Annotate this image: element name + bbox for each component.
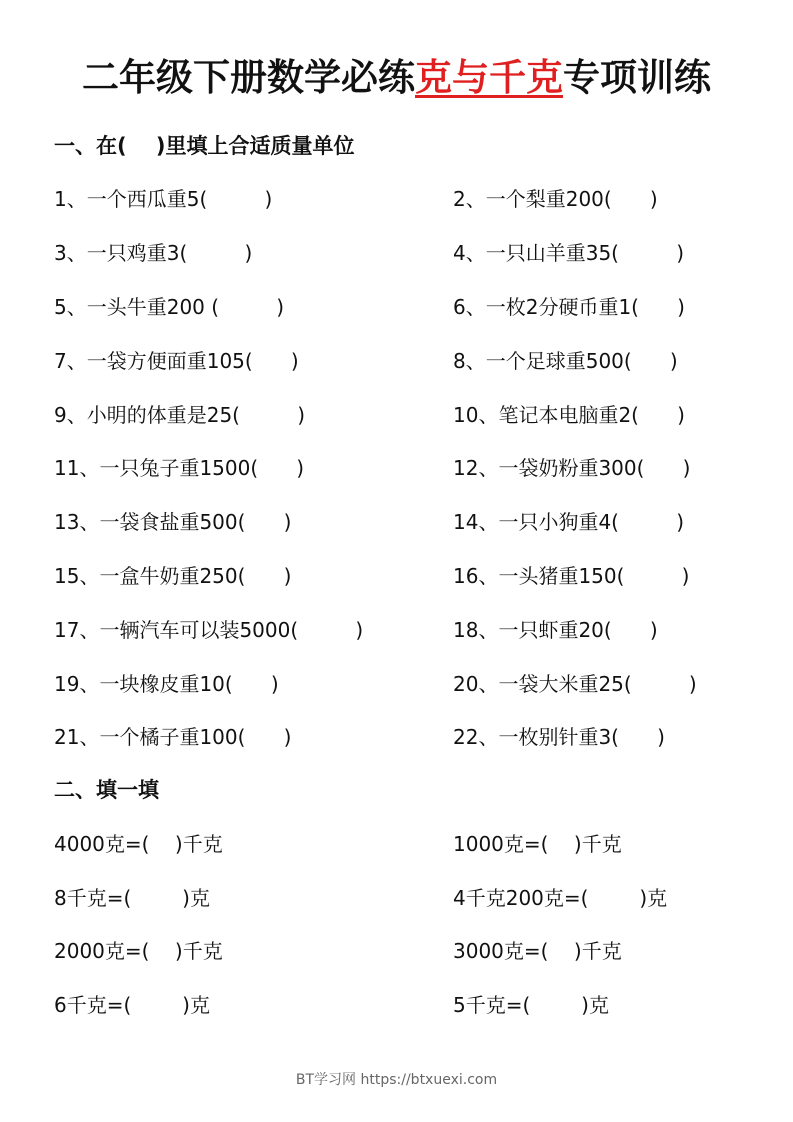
page-title	[0, 48, 793, 108]
conversion-item: 3000克=( )千克	[453, 939, 622, 963]
question-item: 21、一个橘子重100( )	[54, 725, 292, 749]
question-item: 6、一枚2分硬币重1( )	[453, 295, 685, 319]
question-item: 14、一只小狗重4( )	[453, 510, 684, 534]
question-item: 1、一个西瓜重5( )	[54, 187, 273, 211]
question-item: 15、一盒牛奶重250( )	[54, 564, 292, 588]
question-item: 16、一头猪重150( )	[453, 564, 690, 588]
conversion-item: 1000克=( )千克	[453, 832, 622, 856]
conversion-item: 4千克200克=( )克	[453, 886, 668, 910]
title-text: 二年级下册数学必练	[82, 56, 415, 99]
question-item: 9、小明的体重是25( )	[54, 403, 305, 427]
question-item: 17、一辆汽车可以装5000( )	[54, 618, 364, 642]
question-item: 10、笔记本电脑重2( )	[453, 403, 685, 427]
footer-watermark: BT学习网 https://btxuexi.com	[295, 1072, 498, 1088]
section2-heading: 二、填一填	[54, 778, 159, 802]
question-item: 2、一个梨重200( )	[453, 187, 658, 211]
question-item: 22、一枚别针重3( )	[453, 725, 665, 749]
conversion-item: 6千克=( )克	[54, 993, 210, 1017]
question-item: 11、一只兔子重1500( )	[54, 456, 305, 480]
conversion-item: 4000克=( )千克	[54, 832, 223, 856]
title-highlight: 克与千克	[415, 56, 563, 99]
title-suffix: 专项训练	[563, 56, 711, 99]
question-item: 3、一只鸡重3( )	[54, 241, 253, 265]
question-item: 18、一只虾重20( )	[453, 618, 658, 642]
question-item: 20、一袋大米重25( )	[453, 672, 697, 696]
conversion-item: 2000克=( )千克	[54, 939, 223, 963]
question-item: 12、一袋奶粉重300( )	[453, 456, 691, 480]
question-item: 13、一袋食盐重500( )	[54, 510, 292, 534]
section1-heading: 一、在( )里填上合适质量单位	[54, 134, 355, 158]
question-item: 8、一个足球重500( )	[453, 349, 678, 373]
question-item: 4、一只山羊重35( )	[453, 241, 684, 265]
question-item: 5、一头牛重200 ( )	[54, 295, 285, 319]
question-item: 19、一块橡皮重10( )	[54, 672, 279, 696]
conversion-item: 8千克=( )克	[54, 886, 210, 910]
conversion-item: 5千克=( )克	[453, 993, 609, 1017]
question-item: 7、一袋方便面重105( )	[54, 349, 299, 373]
